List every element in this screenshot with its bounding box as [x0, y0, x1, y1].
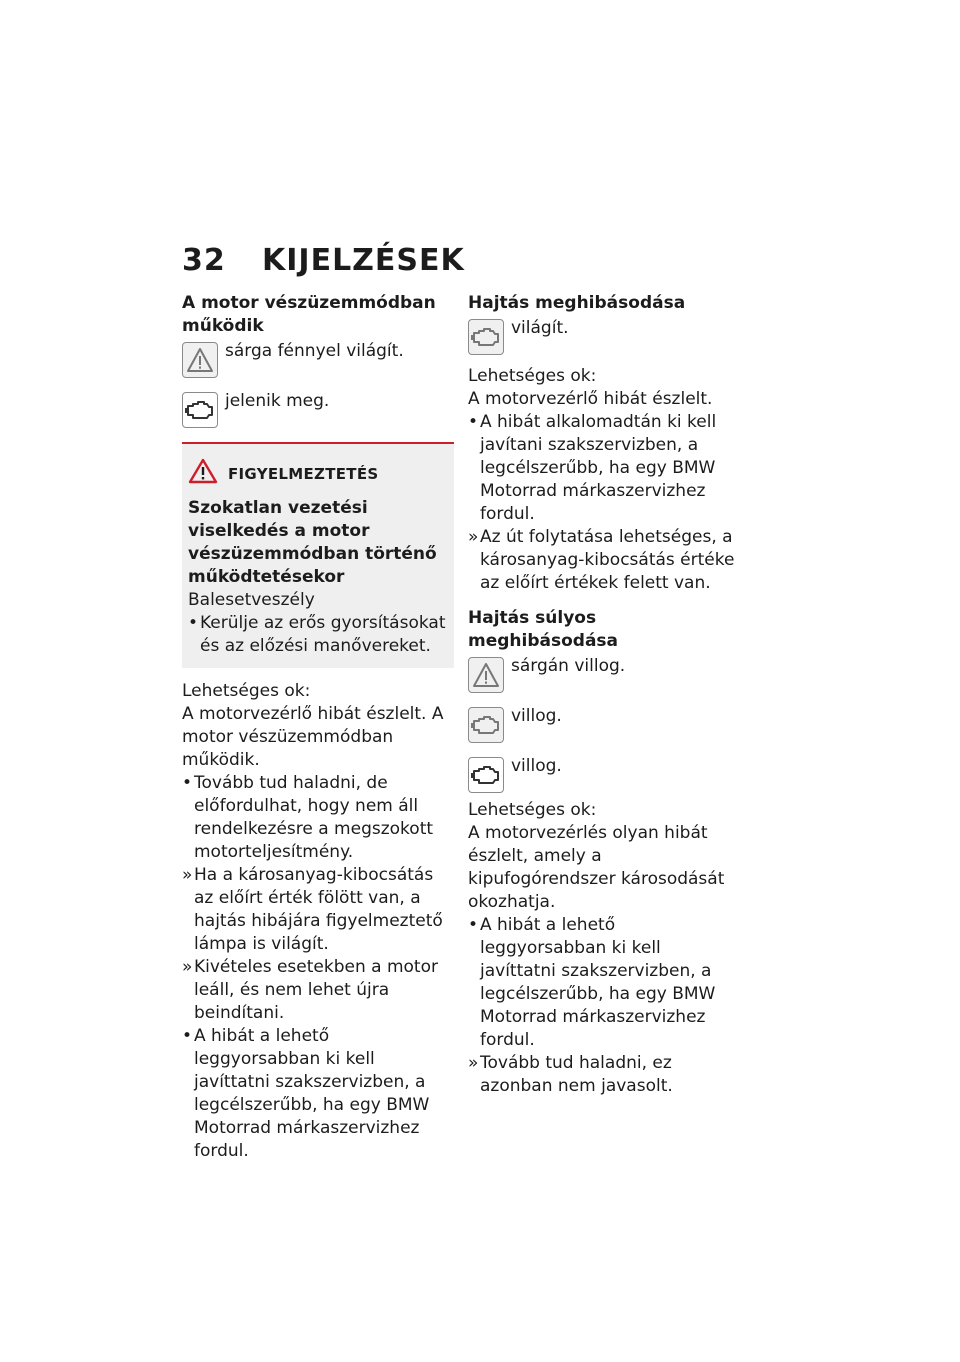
list-item: » Az út folytatása lehetséges, a károsanyag-kibocsátás értéke az előírt értékek felett van.	[468, 526, 740, 595]
list-item: • A hibát a lehető leggyorsabban ki kell javíttatni szakszervizben, a legcélszerűbb, ha egy BMW Motorrad márkaszervizhez fordul.	[468, 914, 740, 1052]
action-list	[468, 914, 740, 1098]
warning-red-triangle-icon	[188, 458, 218, 491]
cause-text: A motorvezérlés olyan hibát észlelt, amely a kipufogórendszer károsodását okozhatja.	[468, 823, 725, 912]
engine-check-icon	[182, 392, 218, 428]
warning-title: Szokatlan vezetési viselkedés a motor vészüzemmódban történő működtetésekor	[188, 498, 437, 587]
indicator-row	[468, 317, 740, 355]
cause-text: A motorvezérlő hibát észlelt.	[468, 389, 713, 409]
indicator-text: világít.	[511, 318, 569, 338]
list-item: • A hibát a lehető leggyorsabban ki kell javíttatni szakszervizben, a legcélszerűbb, ha egy BMW Motorrad márkaszervizhez fordul.	[182, 1025, 454, 1163]
section-title: Hajtás meghibásodása	[468, 293, 686, 313]
indicator-row	[468, 655, 740, 693]
list-item: » Ha a károsanyag-kibocsátás az előírt érték fölött van, a hajtás hibájára figyelmeztető lámpa is világít.	[182, 864, 454, 956]
indicator-row	[468, 755, 740, 793]
engine-check-icon	[468, 757, 504, 793]
warning-box	[182, 442, 454, 668]
warning-header	[188, 458, 448, 491]
list-item: • A hibát alkalomadtán ki kell javítani szakszervizben, a legcélszerűbb, ha egy BMW Motorrad márkaszervizhez fordul.	[468, 411, 740, 526]
left-column	[182, 292, 454, 1163]
warning-list	[188, 612, 448, 658]
list-item: • Tovább tud haladni, de előfordulhat, hogy nem áll rendelkezésre a megszokott motorteljesítmény.	[182, 772, 454, 864]
section-title: Hajtás súlyos meghibásodása	[468, 608, 619, 651]
indicator-text: sárgán villog.	[511, 656, 626, 676]
warning-triangle-icon	[182, 342, 218, 378]
drivetrain-fault-icon	[468, 707, 504, 743]
indicator-row	[468, 705, 740, 743]
warning-triangle-icon	[468, 657, 504, 693]
action-list	[468, 411, 740, 595]
indicator-text: villog.	[511, 756, 562, 776]
warning-label: FIGYELMEZTETÉS	[228, 465, 379, 483]
indicator-text: jelenik meg.	[225, 391, 330, 411]
right-column	[468, 292, 740, 1098]
warning-risk: Balesetveszély	[188, 590, 315, 610]
possible-cause-label: Lehetséges ok:	[468, 800, 597, 820]
chapter-title: KIJELZÉSEK	[262, 243, 465, 278]
indicator-row	[182, 340, 454, 378]
drivetrain-fault-icon	[468, 319, 504, 355]
possible-cause-label: Lehetséges ok:	[182, 681, 311, 701]
indicator-row	[182, 390, 454, 428]
list-item: » Kivételes esetekben a motor leáll, és nem lehet újra beindítani.	[182, 956, 454, 1025]
list-item: » Tovább tud haladni, ez azonban nem javasolt.	[468, 1052, 740, 1098]
page-number: 32	[182, 243, 226, 278]
section-title: A motor vészüzemmódban működik	[182, 293, 436, 336]
cause-text: A motorvezérlő hibát észlelt. A motor vészüzemmódban működik.	[182, 704, 444, 770]
action-list	[182, 772, 454, 1163]
indicator-text: villog.	[511, 706, 562, 726]
possible-cause-label: Lehetséges ok:	[468, 366, 597, 386]
page-header	[182, 243, 465, 278]
list-item: • Kerülje az erős gyorsításokat és az előzési manővereket.	[188, 612, 448, 658]
indicator-text: sárga fénnyel világít.	[225, 341, 404, 361]
